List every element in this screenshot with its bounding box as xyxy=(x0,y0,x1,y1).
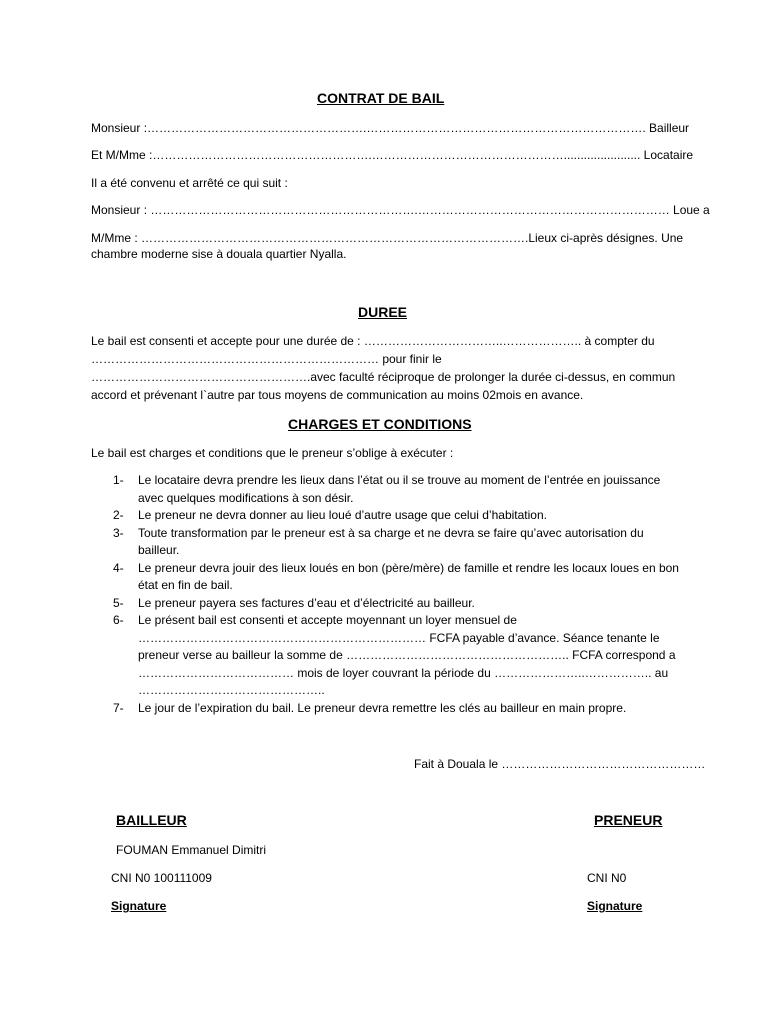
condition-item xyxy=(91,560,681,595)
charges-intro: Le bail est charges et conditions que le preneur s’oblige à exécuter : xyxy=(91,446,454,460)
duree-paragraph: Le bail est consenti et accepte pour une durée de : ……………………………..……………….. à compter du ……………………………………………………………… pour finir le ……………………………………………….avec faculté réciproque de prolonger la durée ci-dessus, en commun accord et prévenant l`autre par tous moyens de communication au moins 02mois en avance. xyxy=(91,334,676,402)
condition-number: 3- xyxy=(113,525,124,540)
duree-heading: DUREE xyxy=(358,304,408,320)
bailleur-line: Monsieur :……………………………………………….……………………………………………………………. Bailleur xyxy=(91,121,690,135)
condition-text: Le preneur devra jouir des lieux loués en bon (père/mère) de famille et rendre les locaux loues en bon état en fin de bail. xyxy=(138,560,679,592)
condition-number: 1- xyxy=(113,473,124,487)
conditions-list xyxy=(91,472,681,717)
condition-text: Le locataire devra prendre les lieux dans l’état ou il se trouve au moment de l’entrée en jouissance avec quelques modifications à son désir. xyxy=(138,473,661,505)
condition-item xyxy=(91,472,681,507)
preneur-heading: PRENEUR xyxy=(594,812,663,828)
fait-a-douala-line: Fait à Douala le …………………………………………… xyxy=(414,757,706,771)
condition-text: Le présent bail est consenti et accepte moyennant un loyer mensuel de ……………………………………………………………… FCFA payable d’avance. Séance tenante le preneur verse au bailleur la somme de ……………………………………………….. FCFA correspond a ………………………………… mois de loyer couvrant la période du …………………..…………….. au ……………………………………….. xyxy=(138,613,676,697)
condition-number: 7- xyxy=(113,700,124,715)
chambre-line: chambre moderne sise à douala quartier Nyalla. xyxy=(91,247,347,261)
lieux-line: M/Mme : …………………………………………………………………………………….Lieux ci-après désignes. Une xyxy=(91,231,684,245)
bailleur-name: FOUMAN Emmanuel Dimitri xyxy=(116,843,267,857)
condition-item xyxy=(91,525,681,560)
condition-text: Le preneur ne devra donner au lieu loué d’autre usage que celui d’habitation. xyxy=(138,508,547,522)
locataire-line: Et M/Mme :……………………………………………….…………………………………………....................... Locataire xyxy=(91,148,694,162)
contract-title: CONTRAT DE BAIL xyxy=(317,90,445,106)
bailleur-cni: CNI N0 100111009 xyxy=(111,871,212,885)
preneur-signature-label: Signature xyxy=(587,899,643,913)
condition-item xyxy=(91,507,681,525)
condition-text: Toute transformation par le preneur est à sa charge et ne devra se faire qu’avec autorisation du bailleur. xyxy=(138,525,644,557)
bailleur-heading: BAILLEUR xyxy=(116,812,187,828)
convenu-line: Il a été convenu et arrêté ce qui suit : xyxy=(91,176,288,190)
condition-number: 6- xyxy=(113,613,124,627)
loue-a-line: Monsieur : ………………………………………………………….……………………………………………………… Loue a xyxy=(91,203,710,217)
charges-heading: CHARGES ET CONDITIONS xyxy=(288,416,472,432)
condition-number: 2- xyxy=(113,508,124,522)
condition-text: Le preneur payera ses factures d’eau et d’électricité au bailleur. xyxy=(138,595,475,610)
condition-number: 4- xyxy=(113,560,124,575)
condition-number: 5- xyxy=(113,595,124,610)
condition-item xyxy=(91,700,681,718)
condition-item xyxy=(91,612,681,700)
bailleur-signature-label: Signature xyxy=(111,899,167,913)
preneur-cni: CNI N0 xyxy=(587,871,627,885)
condition-item xyxy=(91,595,681,613)
condition-text: Le jour de l’expiration du bail. Le preneur devra remettre les clés au bailleur en main propre. xyxy=(138,700,627,715)
